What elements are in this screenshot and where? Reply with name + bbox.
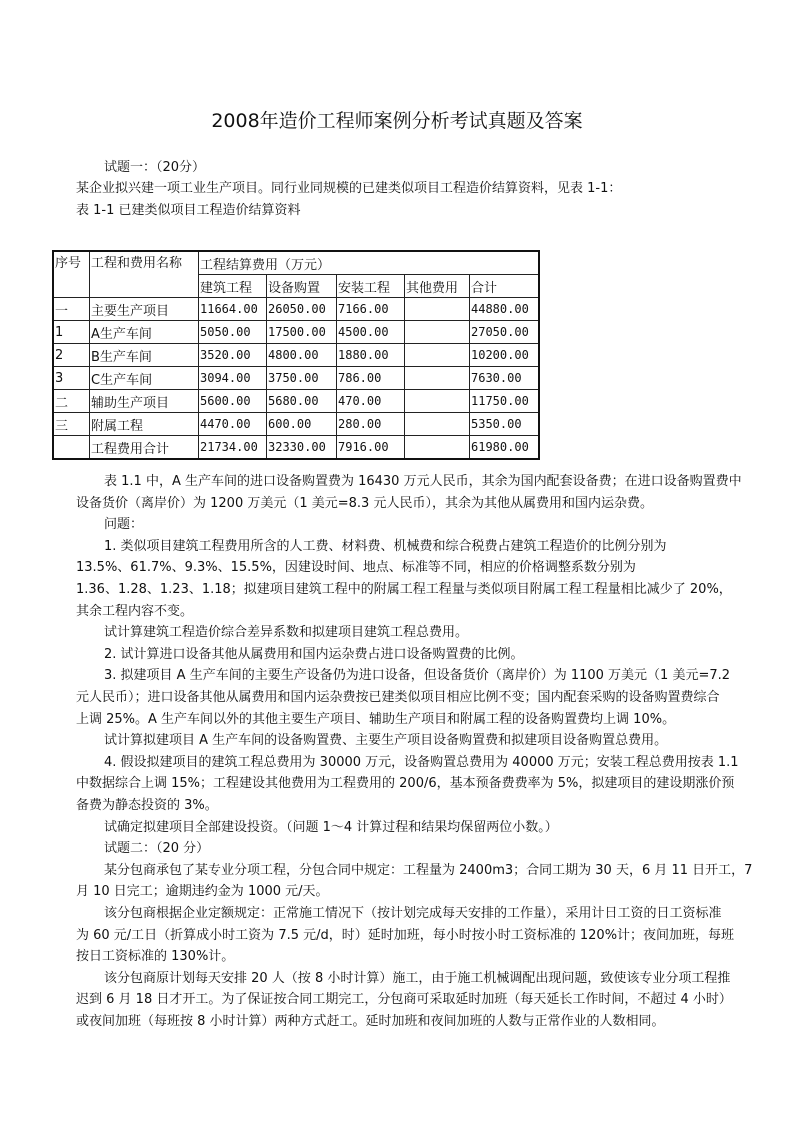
table-row <box>53 436 539 460</box>
row-name: 工程费用合计 <box>90 436 199 460</box>
row-value: 61980.00 <box>470 436 540 460</box>
body-line: 4. 假设拟建项目的建筑工程总费用为 30000 万元，设备购置总费用为 40000 万元；安装工程总费用按表 1.1 <box>104 754 739 770</box>
row-value: 32330.00 <box>267 436 337 460</box>
body-line: 1. 类似项目建筑工程费用所含的人工费、材料费、机械费和综合税费占建筑工程造价的比例分别为 <box>104 538 667 554</box>
body-line: 试确定拟建项目全部建设投资。（问题 1～4 计算过程和结果均保留两位小数。） <box>104 819 558 835</box>
row-value <box>405 367 470 390</box>
body-line: 试题二：（20 分） <box>104 841 210 857</box>
body-line: 该分包商根据企业定额规定：正常施工情况下（按计划完成每天安排的工作量），采用计日工资的日工资标准 <box>104 906 722 921</box>
row-value: 11750.00 <box>470 390 540 413</box>
row-value: 27050.00 <box>470 321 540 344</box>
row-value: 26050.00 <box>267 298 337 321</box>
body-line: 某分包商承包了某专业分项工程，分包合同中规定：工程量为 2400m3；合同工期为 30 天，6 月 11 日开工，7 <box>104 862 753 878</box>
row-value: 5600.00 <box>199 390 267 413</box>
intro-paragraph: 某企业拟兴建一项工业生产项目。同行业同规模的已建类似项目工程造价结算资料，见表 1-1： <box>76 181 622 196</box>
body-line: 为 60 元/工日（折算成小时工资为 7.5 元/d，时）延时加班，每小时按小时工资标准的 120%计；夜间加班，每班 <box>76 927 735 943</box>
header-col: 其他费用 <box>405 275 470 298</box>
header-name: 工程和费用名称 <box>90 251 199 298</box>
body-line: 设备货价（离岸价）为 1200 万美元（1 美元=8.3 元人民币），其余为其他从属费用和国内运杂费。 <box>76 495 653 511</box>
row-value: 600.00 <box>267 413 337 436</box>
row-value: 280.00 <box>337 413 405 436</box>
row-no <box>53 436 90 460</box>
row-no: 3 <box>53 367 90 390</box>
row-value: 5050.00 <box>199 321 267 344</box>
body-line: 月 10 日完工；逾期违约金为 1000 元/天。 <box>76 884 329 900</box>
table-row <box>53 390 539 413</box>
body-line: 按日工资标准的 130%计。 <box>76 949 235 965</box>
body-line: 该分包商原计划每天安排 20 人（按 8 小时计算）施工，由于施工机械调配出现问题，致使该专业分项工程推 <box>104 970 731 986</box>
row-value <box>405 390 470 413</box>
row-value: 7166.00 <box>337 298 405 321</box>
row-value: 17500.00 <box>267 321 337 344</box>
row-no: 2 <box>53 344 90 367</box>
row-value: 5350.00 <box>470 413 540 436</box>
row-name: 附属工程 <box>90 413 199 436</box>
header-no: 序号 <box>53 251 90 298</box>
table-row <box>53 367 539 390</box>
row-value: 7916.00 <box>337 436 405 460</box>
row-name: C生产车间 <box>90 367 199 390</box>
row-value: 3094.00 <box>199 367 267 390</box>
row-value <box>405 344 470 367</box>
row-value: 10200.00 <box>470 344 540 367</box>
row-value <box>405 413 470 436</box>
row-no: 一 <box>53 298 90 321</box>
body-line: 表 1.1 中，A 生产车间的进口设备购置费为 16430 万元人民币，其余为国内配套设备费；在进口设备购置费中 <box>104 474 742 489</box>
row-no: 三 <box>53 413 90 436</box>
body-line: 2. 试计算进口设备其他从属费用和国内运杂费占进口设备购置费的比例。 <box>104 646 524 662</box>
header-col: 建筑工程 <box>199 275 267 298</box>
body-line: 上调 25%。A 生产车间以外的其他主要生产项目、辅助生产项目和附属工程的设备购置费均上调 10%。 <box>76 711 676 727</box>
row-value: 1880.00 <box>337 344 405 367</box>
row-value: 4500.00 <box>337 321 405 344</box>
table-row <box>53 298 539 321</box>
row-no: 二 <box>53 390 90 413</box>
row-value: 3750.00 <box>267 367 337 390</box>
body-line: 问题： <box>104 517 144 533</box>
body-line: 其余工程内容不变。 <box>76 603 194 619</box>
body-line: 元人民币）；进口设备其他从属费用和国内运杂费按已建类似项目相应比例不变；国内配套采购的设备购置费综合 <box>76 690 720 705</box>
row-value <box>405 436 470 460</box>
row-value: 5680.00 <box>267 390 337 413</box>
row-value: 21734.00 <box>199 436 267 460</box>
body-line: 备费为静态投资的 3%。 <box>76 798 218 813</box>
header-group: 工程结算费用（万元） <box>199 251 540 275</box>
body-line: 中数据综合上调 15%；工程建设其他费用为工程费用的 200/6，基本预备费费率为 5%，拟建项目的建设期涨价预 <box>76 776 735 792</box>
question-heading: 试题一：（20分） <box>104 160 206 175</box>
row-name: 辅助生产项目 <box>90 390 199 413</box>
row-value: 470.00 <box>337 390 405 413</box>
row-name: 主要生产项目 <box>90 298 199 321</box>
header-col: 安装工程 <box>337 275 405 298</box>
settlement-table <box>52 250 540 460</box>
row-value: 3520.00 <box>199 344 267 367</box>
body-line: 1.36、1.28、1.23、1.18；拟建项目建筑工程中的附属工程工程量与类似项目附属工程工程量相比减少了 20%， <box>76 582 732 597</box>
table-row <box>53 413 539 436</box>
row-name: B生产车间 <box>90 344 199 367</box>
row-value: 11664.00 <box>199 298 267 321</box>
body-line: 试计算建筑工程造价综合差异系数和拟建项目建筑工程总费用。 <box>104 625 469 641</box>
body-line: 迟到 6 月 18 日才开工。为了保证按合同工期完工，分包商可采取延时加班（每天延长工作时间，不超过 4 小时） <box>76 992 732 1008</box>
row-value: 4470.00 <box>199 413 267 436</box>
row-value: 7630.00 <box>470 367 540 390</box>
row-value: 4800.00 <box>267 344 337 367</box>
body-line: 试计算拟建项目 A 生产车间的设备购置费、主要生产项目设备购置费和拟建项目设备购置总费用。 <box>104 733 668 749</box>
table-caption: 表 1-1 已建类似项目工程造价结算资料 <box>76 203 301 218</box>
table-row <box>53 344 539 367</box>
document-title: 2008年造价工程师案例分析考试真题及答案 <box>211 110 583 132</box>
row-no: 1 <box>53 321 90 344</box>
row-value <box>405 298 470 321</box>
table-row <box>53 321 539 344</box>
body-line: 或夜间加班（每班按 8 小时计算）两种方式赶工。延时加班和夜间加班的人数与正常作业的人数相同。 <box>76 1014 665 1029</box>
body-line: 13.5%、61.7%、9.3%、15.5%，因建设时间、地点、标准等不同，相应的价格调整系数分别为 <box>76 560 636 576</box>
row-value: 44880.00 <box>470 298 540 321</box>
header-col: 设备购置 <box>267 275 337 298</box>
row-name: A生产车间 <box>90 321 199 344</box>
body-line: 3. 拟建项目 A 生产车间的主要生产设备仍为进口设备，但设备货价（离岸价）为 1100 万美元（1 美元=7.2 <box>104 668 731 684</box>
row-value: 786.00 <box>337 367 405 390</box>
header-col: 合计 <box>470 275 540 298</box>
row-value <box>405 321 470 344</box>
